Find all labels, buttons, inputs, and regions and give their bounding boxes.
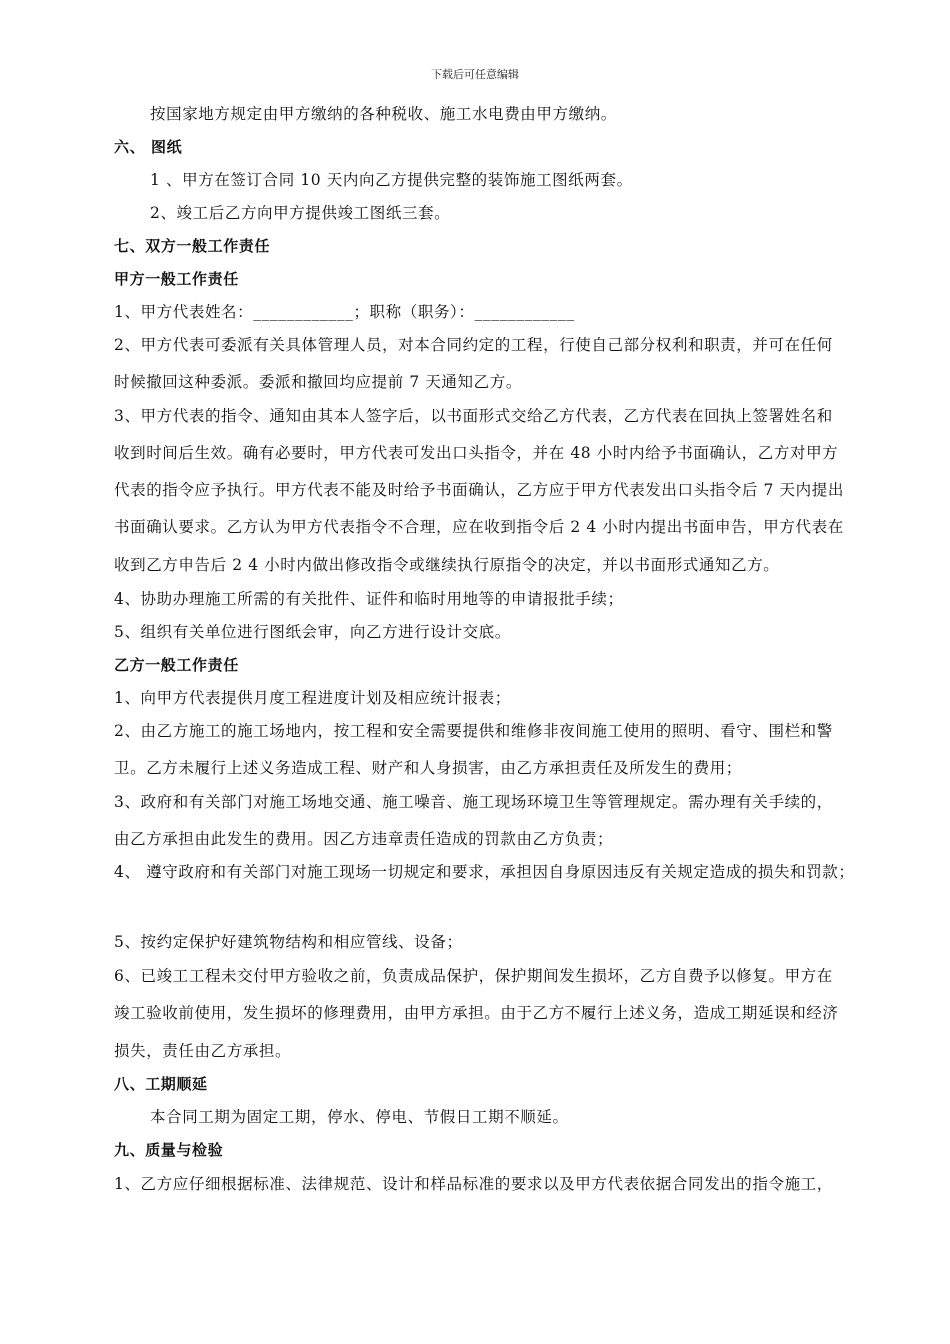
paragraph-line: 6、已竣工工程未交付甲方验收之前，负责成品保护，保护期间发生损坏，乙方自费予以修复。甲方在: [114, 967, 833, 985]
paragraph-line: 竣工验收前使用，发生损坏的修理费用，由甲方承担。由于乙方不履行上述义务，造成工期延误和经济: [114, 1004, 839, 1022]
section-heading: 六、 图纸: [114, 138, 183, 156]
paragraph-line: 2、竣工后乙方向甲方提供竣工图纸三套。: [150, 204, 451, 222]
section-heading: 八、工期顺延: [114, 1075, 208, 1093]
paragraph-line: 1、向甲方代表提供月度工程进度计划及相应统计报表；: [114, 689, 511, 707]
paragraph-line: 4、 遵守政府和有关部门对施工现场一切规定和要求，承担因自身原因违反有关规定造成的损失和罚款；: [114, 863, 855, 881]
paragraph-line: 损失，责任由乙方承担。: [114, 1042, 292, 1060]
paragraph-line: 2、由乙方施工的施工场地内，按工程和安全需要提供和维修非夜间施工使用的照明、看守、围栏和警: [114, 722, 833, 740]
paragraph-line: 本合同工期为固定工期，停水、停电、节假日工期不顺延。: [150, 1108, 569, 1126]
paragraph-line: 时候撤回这种委派。委派和撤回均应提前 7 天通知乙方。: [114, 373, 522, 391]
section-heading: 七、双方一般工作责任: [114, 237, 271, 255]
paragraph-line: 3、政府和有关部门对施工场地交通、施工噪音、施工现场环境卫生等管理规定。需办理有关手续的，: [114, 793, 833, 811]
paragraph-line: 2、甲方代表可委派有关具体管理人员，对本合同约定的工程，行使自己部分权利和职责，并可在任何: [114, 336, 833, 354]
paragraph-line: 3、甲方代表的指令、通知由其本人签字后，以书面形式交给乙方代表，乙方代表在回执上签署姓名和: [114, 407, 833, 425]
paragraph-line: 书面确认要求。乙方认为甲方代表指令不合理，应在收到指令后 2 4 小时内提出书面申告，甲方代表在: [114, 518, 844, 536]
subsection-heading: 甲方一般工作责任: [114, 270, 239, 288]
paragraph-line: 5、按约定保护好建筑物结构和相应管线、设备；: [114, 933, 463, 951]
paragraph-line: 1、甲方代表姓名：____________；职称（职务）：____________: [114, 303, 575, 321]
paragraph-line: 1、乙方应仔细根据标准、法律规范、设计和样品标准的要求以及甲方代表依据合同发出的指令施工，: [114, 1175, 833, 1193]
page-header: 下载后可任意编辑: [431, 68, 519, 81]
paragraph-line: 5、组织有关单位进行图纸会审，向乙方进行设计交底。: [114, 623, 511, 641]
paragraph-line: 收到乙方申告后 2 4 小时内做出修改指令或继续执行原指令的决定，并以书面形式通知乙方。: [114, 556, 780, 574]
section-heading: 九、质量与检验: [114, 1141, 224, 1159]
paragraph-line: 收到时间后生效。确有必要时，甲方代表可发出口头指令，并在 48 小时内给予书面确认，乙方对甲方: [114, 444, 839, 462]
paragraph-line: 1 、甲方在签订合同 10 天内向乙方提供完整的装饰施工图纸两套。: [150, 171, 633, 189]
paragraph-line: 4、协助办理施工所需的有关批件、证件和临时用地等的申请报批手续；: [114, 590, 624, 608]
subsection-heading: 乙方一般工作责任: [114, 656, 239, 674]
paragraph-line: 代表的指令应予执行。甲方代表不能及时给予书面确认，乙方应于甲方代表发出口头指令后 7 天内提出: [114, 481, 844, 499]
paragraph-line: 卫。乙方未履行上述义务造成工程、财产和人身损害，由乙方承担责任及所发生的费用；: [114, 759, 742, 777]
paragraph-line: 由乙方承担由此发生的费用。因乙方违章责任造成的罚款由乙方负责；: [114, 830, 614, 848]
paragraph-line: 按国家地方规定由甲方缴纳的各种税收、施工水电费由甲方缴纳。: [150, 105, 617, 123]
